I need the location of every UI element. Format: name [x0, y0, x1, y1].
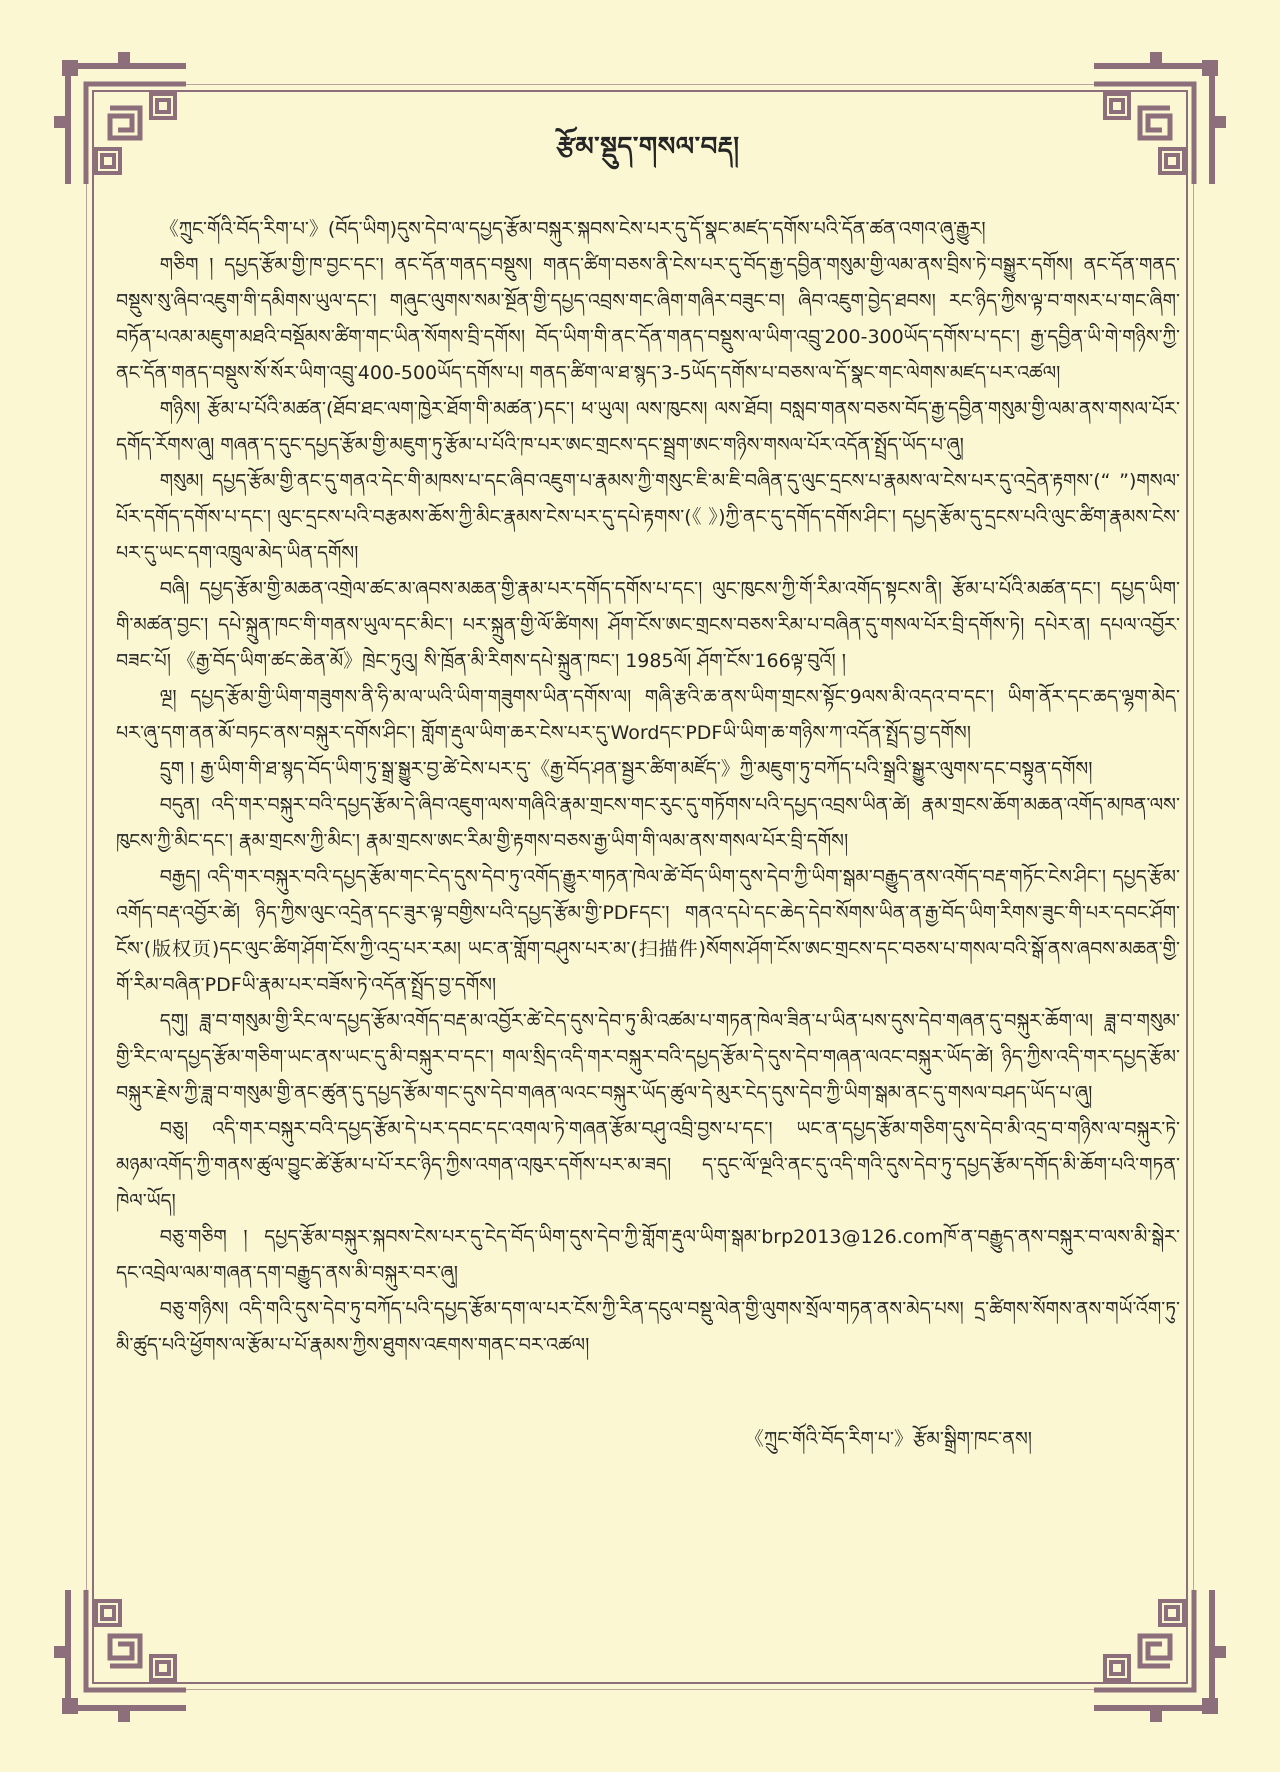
body-paragraph: བཞི། དཔྱད་རྩོམ་གྱི་མཆན་འགྲེལ་ཚང་མ་ཞབས་མཆན་གྱི་རྣམ་པར་དགོད་དགོས་པ་དང་། ལུང་ཁུངས་ཀྱི་གོ་རིམ་འགོད་སྟངས་ནི། རྩོམ་པ་པོའི་མཚན་དང་། དཔྱད་ཡིག་གི་མཚན་བྱང་། དཔེ་སྐྲུན་ཁང་གི་གནས་ཡུལ་དང་མིང་། པར་སྐྲུན་གྱི་ལོ་ཚིགས། ཤོག་ངོས་ཨང་གྲངས་བཅས་རིམ་པ་བཞིན་དུ་གསལ་པོར་བྲི་དགོས་ཏེ། དཔེར་ན། དཔལ་འབྱོར་བཟང་པོ། 《རྒྱ་བོད་ཡིག་ཚང་ཆེན་མོ》ཁྲེང་ཏུའུ། སི་ཁྲོན་མི་རིགས་དཔེ་སྐྲུན་ཁང་། 1985ལོ། ཤོག་ངོས་166ལྟ་བུའོ། །	[116, 578, 1180, 672]
body-paragraph: བདུན། འདི་གར་བསྐུར་བའི་དཔྱད་རྩོམ་དེ་ཞིབ་འཇུག་ལས་གཞིའི་རྣམ་གྲངས་གང་རུང་དུ་གཏོགས་པའི་དཔྱད་འབྲས་ཡིན་ཚེ། རྣམ་གྲངས་ཆོག་མཆན་འགོད་མཁན་ལས་ཁུངས་ཀྱི་མིང་དང་། རྣམ་གྲངས་ཀྱི་མིང་། རྣམ་གྲངས་ཨང་རིམ་གྱི་རྟགས་བཅས་རྒྱ་ཡིག་གི་ལམ་ནས་གསལ་པོར་བྲི་དགོས།	[116, 794, 1180, 852]
fret-corner-bottom-right-icon	[1094, 1590, 1226, 1722]
editorial-signature: 《ཀྲུང་གོའི་བོད་རིག་པ་》རྩོམ་སྒྲིག་ཁང་ནས།	[744, 1428, 1032, 1450]
body-paragraph: གསུམ། དཔྱད་རྩོམ་གྱི་ནང་དུ་གནའ་དེང་གི་མཁས་པ་དང་ཞིབ་འཇུག་པ་རྣམས་ཀྱི་གསུང་ཇི་མ་ཇི་བཞིན་དུ་ལུང་དྲངས་པ་རྣམས་ལ་ངེས་པར་དུ་འདྲེན་རྟགས་(“ ”)གསལ་པོར་དགོད་དགོས་པ་དང་། ལུང་དྲངས་པའི་བརྩམས་ཆོས་ཀྱི་མིང་རྣམས་ངེས་པར་དུ་དཔེ་རྟགས་(《 》)ཀྱི་ནང་དུ་དགོད་དགོས་ཤིང་། དཔྱད་རྩོམ་དུ་དྲངས་པའི་ལུང་ཚིག་རྣམས་ངེས་པར་དུ་ཡང་དག་འཁྲུལ་མེད་ཡིན་དགོས།	[116, 470, 1180, 564]
intro-paragraph: 《ཀྲུང་གོའི་བོད་རིག་པ་》(བོད་ཡིག)དུས་དེབ་ལ་དཔྱད་རྩོམ་བསྐུར་སྐབས་ངེས་པར་དུ་དོ་སྣང་མཛད་དགོས་པའི་དོན་ཚན་འགའ་ཞུ་རྒྱུར།	[159, 218, 986, 240]
page-title: རྩོམ་སྡུད་གསལ་བརྡ།	[556, 132, 740, 162]
body-paragraph: དགུ། ཟླ་བ་གསུམ་གྱི་རིང་ལ་དཔྱད་རྩོམ་འགོད་བརྡ་མ་འབྱོར་ཚེ་ངེད་དུས་དེབ་ཏུ་མི་འཚམ་པ་གཏན་ཁེལ་ཟིན་པ་ཡིན་པས་དུས་དེབ་གཞན་དུ་བསྐུར་ཆོག་ལ། ཟླ་བ་གསུམ་གྱི་རིང་ལ་དཔྱད་རྩོམ་གཅིག་ཡང་ནས་ཡང་དུ་མི་བསྐུར་བ་དང་། གལ་སྲིད་འདི་གར་བསྐུར་བའི་དཔྱད་རྩོམ་དེ་དུས་དེབ་གཞན་ལའང་བསྐུར་ཡོད་ཚེ། ཉིད་ཀྱིས་འདི་གར་དཔྱད་རྩོམ་བསྐུར་རྗེས་ཀྱི་ཟླ་བ་གསུམ་གྱི་ནང་ཚུན་དུ་དཔྱད་རྩོམ་གང་དུས་དེབ་གཞན་ལའང་བསྐུར་ཡོད་ཚུལ་དེ་མུར་ངེད་དུས་དེབ་ཀྱི་ཡིག་སྒམ་ནང་དུ་གསལ་བཤད་ཡོད་པ་ཞུ།	[116, 1010, 1180, 1104]
body-paragraph: བཅུ། འདི་གར་བསྐུར་བའི་དཔྱད་རྩོམ་དེ་པར་དབང་དང་འགལ་ཏེ་གཞན་རྩོམ་བཤུ་འབྲི་བྱས་པ་དང་། ཡང་ན་དཔྱད་རྩོམ་གཅིག་དུས་དེབ་མི་འདྲ་བ་གཉིས་ལ་བསྐུར་ཏེ་མཉམ་འགོད་ཀྱི་གནས་ཚུལ་བྱུང་ཚེ་རྩོམ་པ་པོ་རང་ཉིད་ཀྱིས་འགན་འཁུར་དགོས་པར་མ་ཟད། ད་དུང་ལོ་ལྔའི་ནང་དུ་འདི་གའི་དུས་དེབ་ཏུ་དཔྱད་རྩོམ་དགོད་མི་ཆོག་པའི་གཏན་ཁེལ་ཡོད།	[116, 1118, 1180, 1212]
fret-corner-bottom-left-icon	[54, 1590, 186, 1722]
body-paragraph: གཉིས། རྩོམ་པ་པོའི་མཚན་(ཐོབ་ཐང་ལག་ཁྱེར་ཐོག་གི་མཚན་)དང་། ཕ་ཡུལ། ལས་ཁུངས། ལས་ཐོབ། བསླབ་གནས་བཅས་བོད་རྒྱ་དབྱིན་གསུམ་གྱི་ལམ་ནས་གསལ་པོར་དགོད་རོགས་ཞུ། གཞན་ད་དུང་དཔྱད་རྩོམ་གྱི་མཇུག་ཏུ་རྩོམ་པ་པོའི་ཁ་པར་ཨང་གྲངས་དང་སྦྲག་ཨང་གཉིས་གསལ་པོར་འདོན་སྤྲོད་ཡོད་པ་ཞུ།	[116, 398, 1180, 456]
body-paragraph: བཅུ་གཅིག ། དཔྱད་རྩོམ་བསྐུར་སྐབས་ངེས་པར་དུ་ངེད་བོད་ཡིག་དུས་དེབ་ཀྱི་གློག་རྡུལ་ཡིག་སྒམ་brp2013@126.comཁོ་ན་བརྒྱུད་ནས་བསྐུར་བ་ལས་མི་སྒེར་དང་འབྲེལ་ལམ་གཞན་དག་བརྒྱུད་ནས་མི་བསྐུར་བར་ཞུ།	[116, 1226, 1180, 1284]
document-content	[116, 118, 1180, 1457]
body-paragraph: བརྒྱད། འདི་གར་བསྐུར་བའི་དཔྱད་རྩོམ་གང་ངེད་དུས་དེབ་ཏུ་འགོད་རྒྱུར་གཏན་ཁེལ་ཚེ་བོད་ཡིག་དུས་དེབ་ཀྱི་ཡིག་སྒམ་བརྒྱུད་ནས་འགོད་བརྡ་གཏོང་ངེས་ཤིང་། དཔྱད་རྩོམ་འགོད་བརྡ་འབྱོར་ཚེ། ཉིད་ཀྱིས་ལུང་འདྲེན་དང་ཟུར་ལྟ་བགྱིས་པའི་དཔྱད་རྩོམ་གྱི་PDFདང་། གནའ་དཔེ་དང་ཆེད་དེབ་སོགས་ཡིན་ན་རྒྱ་བོད་ཡིག་རིགས་ཟུང་གི་པར་དབང་ཤོག་ངོས་(版权页)དང་ལུང་ཚིག་ཤོག་ངོས་ཀྱི་འདྲ་པར་རམ། ཡང་ན་གློག་བཤུས་པར་མ་(扫描件)སོགས་ཤོག་ངོས་ཨང་གྲངས་དང་བཅས་པ་གསལ་བའི་སྒོ་ནས་ཞབས་མཆན་གྱི་གོ་རིམ་བཞིན་PDFཡི་རྣམ་པར་བཟོས་ཏེ་འདོན་སྤྲོད་བྱ་དགོས།	[116, 866, 1180, 996]
body-paragraph: དྲུག ། རྒྱ་ཡིག་གི་ཐ་སྙད་བོད་ཡིག་ཏུ་སྒྲ་སྒྱུར་བྱ་ཚེ་ངེས་པར་དུ་《རྒྱ་བོད་ཤན་སྦྱར་ཚིག་མཛོད་》ཀྱི་མཇུག་ཏུ་བཀོད་པའི་སྒྲའི་སྒྱུར་ལུགས་དང་བསྟུན་དགོས།	[159, 758, 1093, 780]
body-paragraph: ལྔ། དཔྱད་རྩོམ་གྱི་ཡིག་གཟུགས་ནི་ཧི་མ་ལ་ཡའི་ཡིག་གཟུགས་ཡིན་དགོས་ལ། གཞི་རྩའི་ཆ་ནས་ཡིག་གྲངས་སྟོང་9ལས་མི་འདའ་བ་དང་། ཡིག་ནོར་དང་ཆད་ལྷག་མེད་པར་ཞུ་དག་ནན་མོ་བཏང་ནས་བསྐུར་དགོས་ཤིང་། གློག་རྡུལ་ཡིག་ཆར་ངེས་པར་དུ་Wordདང་PDFཡི་ཡིག་ཆ་གཉིས་ཀ་འདོན་སྤྲོད་བྱ་དགོས།	[116, 686, 1180, 744]
numbered-items	[116, 247, 1180, 1363]
body-paragraph: བཅུ་གཉིས། འདི་གའི་དུས་དེབ་ཏུ་བཀོད་པའི་དཔྱད་རྩོམ་དག་ལ་པར་ངོས་ཀྱི་རིན་དངུལ་བསྡུ་ལེན་གྱི་ལུགས་སྲོལ་གཏན་ནས་མེད་པས། དྲ་ཚིགས་སོགས་ནས་གཡོ་འོག་ཏུ་མི་ཚུད་པའི་ཕྱོགས་ལ་རྩོམ་པ་པོ་རྣམས་ཀྱིས་ཐུགས་འཇགས་གནང་བར་འཚལ།	[116, 1298, 1180, 1356]
body-paragraph: གཅིག ། དཔྱད་རྩོམ་གྱི་ཁ་བྱང་དང་། ནང་དོན་གནད་བསྡུས། གནད་ཚིག་བཅས་ནི་ངེས་པར་དུ་བོད་རྒྱ་དབྱིན་གསུམ་གྱི་ལམ་ནས་བྲིས་ཏེ་བསྒྱུར་དགོས། ནང་དོན་གནད་བསྡུས་སུ་ཞིབ་འཇུག་གི་དམིགས་ཡུལ་དང་། གཞུང་ལུགས་སམ་སྔོན་གྱི་དཔྱད་འབྲས་གང་ཞིག་གཞིར་བཟུང་བ། ཞིབ་འཇུག་བྱེད་ཐབས། རང་ཉིད་ཀྱིས་ལྟ་བ་གསར་པ་གང་ཞིག་བཏོན་པའམ་མཇུག་མཐའི་བསྡོམས་ཚིག་གང་ཡིན་སོགས་བྲི་དགོས། བོད་ཡིག་གི་ནང་དོན་གནད་བསྡུས་ལ་ཡིག་འབྲུ་200-300ཡོད་དགོས་པ་དང་། རྒྱ་དབྱིན་ཡི་གེ་གཉིས་ཀྱི་ནང་དོན་གནད་བསྡུས་སོ་སོར་ཡིག་འབྲུ་400-500ཡོད་དགོས་པ། གནད་ཚིག་ལ་ཐ་སྙད་3-5ཡོད་དགོས་པ་བཅས་ལ་དོ་སྣང་གང་ལེགས་མཛད་པར་འཚལ།	[116, 254, 1180, 384]
